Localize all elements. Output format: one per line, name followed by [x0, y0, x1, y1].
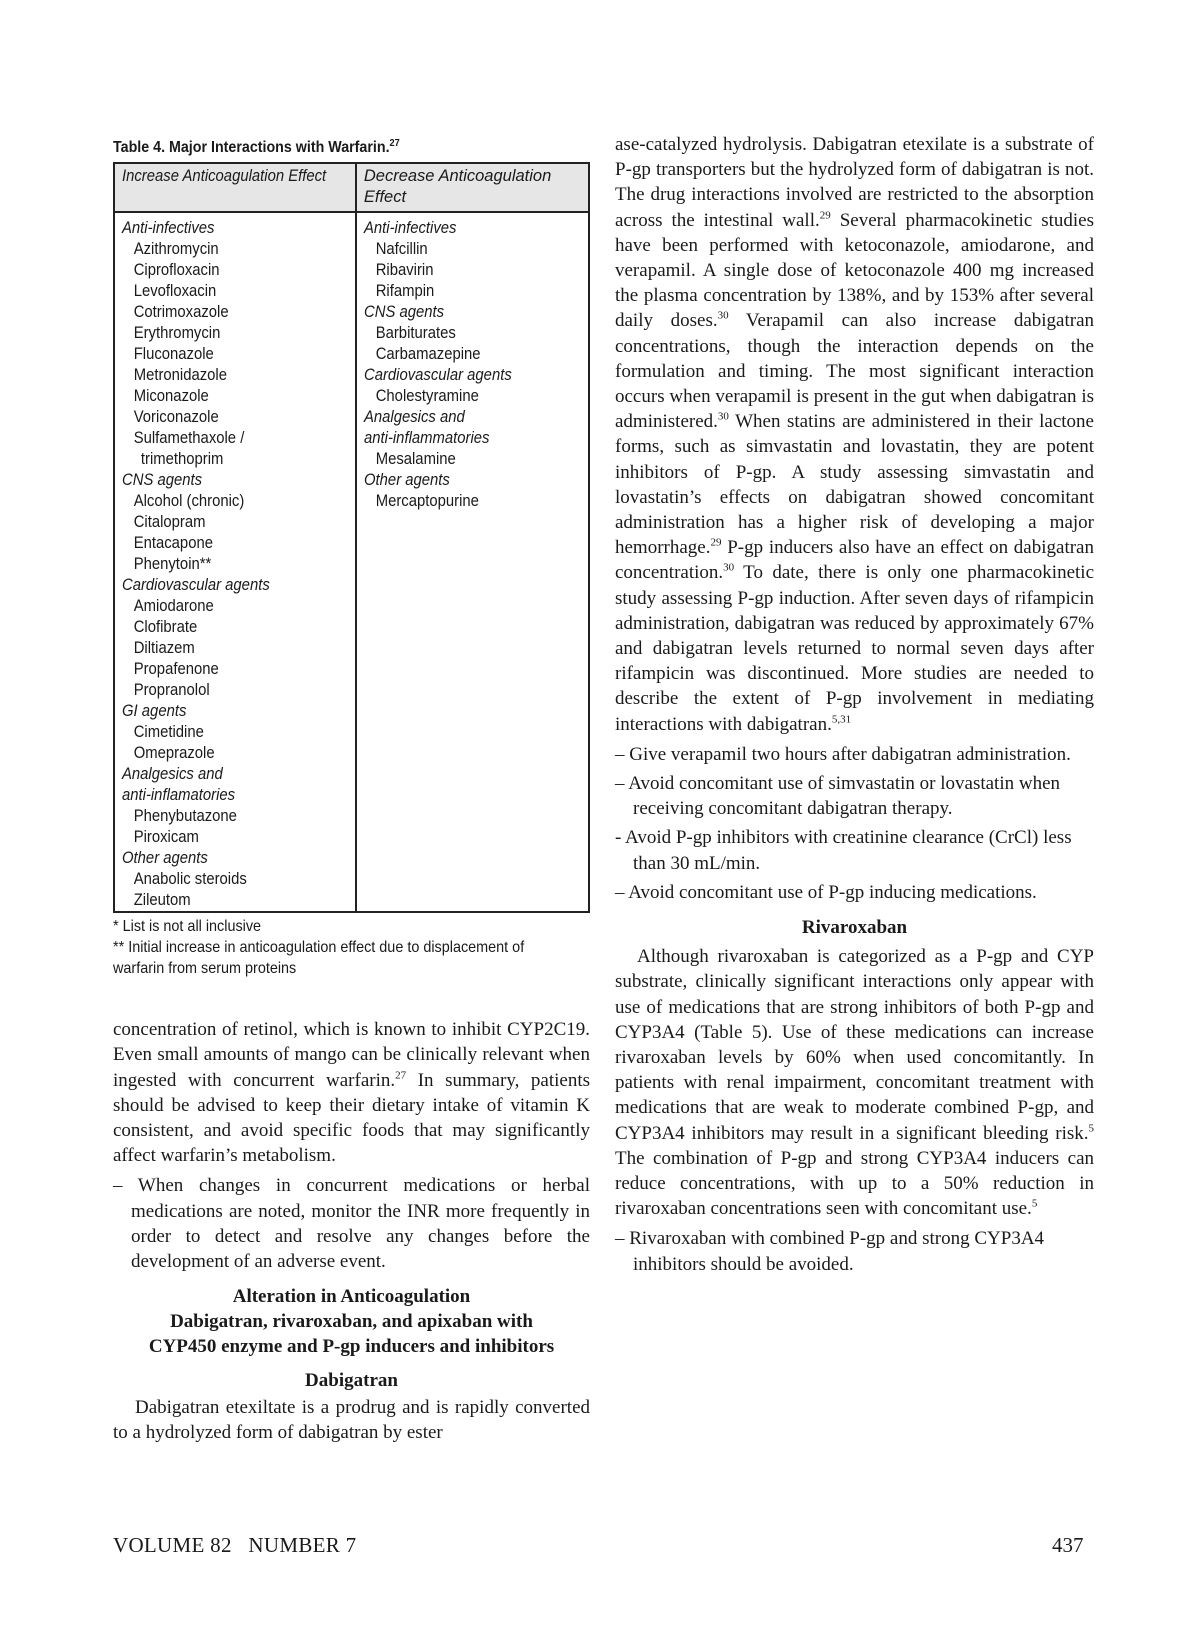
increase-drug: Propafenone — [133, 660, 219, 679]
table-header-increase: Increase Anticoagulation Effect — [114, 163, 356, 212]
paragraph-dabigatran-intro: Dabigatran etexiltate is a prodrug and is rapidly converted to a hydrolyzed form of dabigatran by ester — [113, 1397, 590, 1444]
increase-drug: Citalopram — [133, 513, 206, 532]
paragraph-retinol: concentration of retinol, which is known to inhibit CYP2C19. Even small amounts of mango can be clinically relevant when ingested with concurrent warfarin.$^{27}$ In summary, patients should be advised to keep their dietary intake of vitamin K consistent, and avoid specific foods that may significantly affect warfarin’s metabolism. — [113, 1019, 590, 1167]
decrease-drug: Ribavirin — [375, 261, 434, 280]
increase-category: Other agents — [122, 849, 208, 868]
decrease-drug: Mesalamine — [375, 450, 456, 469]
section-heading-alteration — [113, 1284, 590, 1359]
warfarin-interactions-table — [113, 162, 590, 913]
left-column — [113, 135, 590, 1446]
increase-drug: Metronidazole — [133, 366, 227, 385]
decrease-category: Cardiovascular agents — [363, 366, 512, 385]
decrease-drug: Rifampin — [375, 282, 435, 301]
right-column — [615, 132, 1094, 1277]
heading-line-1: Alteration in Anticoagulation — [232, 1286, 471, 1308]
increase-category: CNS agents — [122, 471, 203, 490]
increase-category: anti-inflamatories — [122, 786, 236, 805]
increase-drug: Diltiazem — [133, 639, 195, 658]
subheading-rivaroxaban: Rivaroxaban — [801, 917, 908, 939]
bullet-verapamil: – Give verapamil two hours after dabigatran administration. — [615, 743, 1071, 765]
decrease-drug: Nafcillin — [375, 240, 428, 259]
decrease-category: Other agents — [363, 471, 450, 490]
increase-drug: Phenybutazone — [133, 807, 237, 826]
increase-drug: Levofloxacin — [133, 282, 217, 301]
table-footnotes — [113, 916, 590, 979]
paragraph-dabigatran-pk: ase-catalyzed hydrolysis. Dabigatran etexilate is a substrate of P-gp transporters but the hydrolyzed form of dabigatran is not. The drug interactions involved are restricted to the absorption across the intestinal wall.$^{29}$ Several pharmacokinetic studies have been performed with ketoconazole, amiodarone, and verapamil. A single dose of ketoconazole 400 mg increased the plasma concentration by 138%, and by 153% after several daily doses.$^{30}$ Verapamil can also increase dabigatran concentrations, though the interaction depends on the formulation and timing. The most significant interaction occurs when verapamil is present in the gut when dabigatran is administered.$^{30}$ When statins are administered in their lactone forms, such as simvastatin and lovastatin, they are potent inhibitors of P-gp. A study assessing simvastatin and lovastatin’s effects on dabigatran showed concomitant administration has a higher risk of developing a major hemorrhage.$^{29}$ P-gp inducers also have an effect on dabigatran concentration.$^{30}$ To date, there is only one pharmacokinetic study assessing P-gp induction. After seven days of rifampicin administration, dabigatran was reduced by approximately 67% and dabigatran levels returned to normal seven days after rifampicin was discontinued. More studies are needed to describe the extent of P-gp involvement in mediating interactions with dabigatran.$^{5,31}$ — [615, 134, 1095, 735]
decrease-category: CNS agents — [363, 303, 444, 322]
increase-drug: Anabolic steroids — [133, 870, 247, 889]
increase-category: Anti-infectives — [122, 219, 215, 238]
footnote-displacement-line1: ** Initial increase in anticoagulation effect due to displacement of — [113, 939, 525, 957]
heading-line-3: CYP450 enzyme and P-gp inducers and inhibitors — [148, 1336, 555, 1358]
table-title: Table 4. Major Interactions with Warfarin.$^{27}$ — [113, 138, 400, 157]
increase-category: GI agents — [122, 702, 187, 721]
heading-line-2: Dabigatran, rivaroxaban, and apixaban with — [170, 1311, 533, 1333]
table-header-decrease: Decrease Anticoagulation Effect — [356, 163, 589, 212]
paragraph-rivaroxaban: Although rivaroxaban is categorized as a P-gp and CYP substrate, clinically significant interactions only appear with use of medications that are strong inhibitors of both P-gp and CYP3A4 (Table 5). Use of these medications can increase rivaroxaban levels by 60% when used concomitantly. In patients with renal impairment, concomitant treatment with medications that are weak to moderate combined P-gp, and CYP3A4 inhibitors may result in a significant bleeding risk.$^5$ The combination of P-gp and strong CYP3A4 inducers can reduce concentrations, with up to a 50% reduction in rivaroxaban concentrations seen with concomitant use.$^5$ — [615, 946, 1094, 1220]
increase-drug: Cotrimoxazole — [133, 303, 229, 322]
bullet-rivaroxaban-avoid: – Rivaroxaban with combined P-gp and strong CYP3A4 inhibitors should be avoided. — [615, 1228, 1045, 1275]
increase-effect-list — [114, 212, 356, 912]
increase-drug: Propranolol — [133, 681, 210, 700]
increase-category: Cardiovascular agents — [122, 576, 270, 595]
bullet-statins: – Avoid concomitant use of simvastatin or lovastatin when receiving concomitant dabigatran therapy. — [615, 773, 1061, 820]
bullet-monitor-inr: – When changes in concurrent medications or herbal medications are noted, monitor the INR more frequently in order to detect and resolve any changes before the development of an adverse event. — [113, 1175, 590, 1272]
decrease-category: Anti-infectives — [363, 219, 457, 238]
bullet-pgp-inhibitors: - Avoid P-gp inhibitors with creatinine clearance (CrCl) less than 30 mL/min. — [615, 827, 1072, 874]
increase-drug: Sulfamethaxole / — [133, 429, 245, 448]
increase-drug: Miconazole — [133, 387, 209, 406]
decrease-drug: Carbamazepine — [375, 345, 481, 364]
increase-drug: Azithromycin — [133, 240, 219, 259]
increase-drug: Entacapone — [133, 534, 213, 553]
increase-drug: Zileutom — [133, 891, 191, 910]
increase-drug: Phenytoin** — [133, 555, 212, 574]
increase-drug: Fluconazole — [133, 345, 214, 364]
increase-category: Analgesics and — [122, 765, 223, 784]
increase-drug: Piroxicam — [133, 828, 199, 847]
bullet-pgp-inducers: – Avoid concomitant use of P-gp inducing medications. — [615, 881, 1037, 903]
increase-drug: Cimetidine — [133, 723, 204, 742]
increase-drug: Omeprazole — [133, 744, 215, 763]
increase-drug: Ciprofloxacin — [133, 261, 220, 280]
decrease-effect-list — [356, 212, 589, 912]
footnote-displacement-line2: warfarin from serum proteins — [113, 960, 297, 978]
increase-drug: Alcohol (chronic) — [133, 492, 245, 511]
decrease-drug: Mercaptopurine — [375, 492, 479, 511]
decrease-drug: Cholestyramine — [375, 387, 479, 406]
increase-drug: Erythromycin — [133, 324, 221, 343]
footer-volume: VOLUME 82 NUMBER 7 — [113, 1533, 357, 1557]
decrease-category: Analgesics and — [363, 408, 465, 427]
decrease-category: anti-inflammatories — [363, 429, 490, 448]
footnote-not-inclusive: * List is not all inclusive — [113, 918, 262, 936]
subheading-dabigatran: Dabigatran — [305, 1370, 398, 1392]
increase-drug: Amiodarone — [133, 597, 214, 616]
decrease-drug: Barbiturates — [375, 324, 456, 343]
increase-drug: Voriconazole — [133, 408, 219, 427]
increase-drug: Clofibrate — [133, 618, 198, 637]
increase-drug: trimethoprim — [140, 450, 224, 469]
footer-page-number: 437 — [1052, 1533, 1084, 1557]
